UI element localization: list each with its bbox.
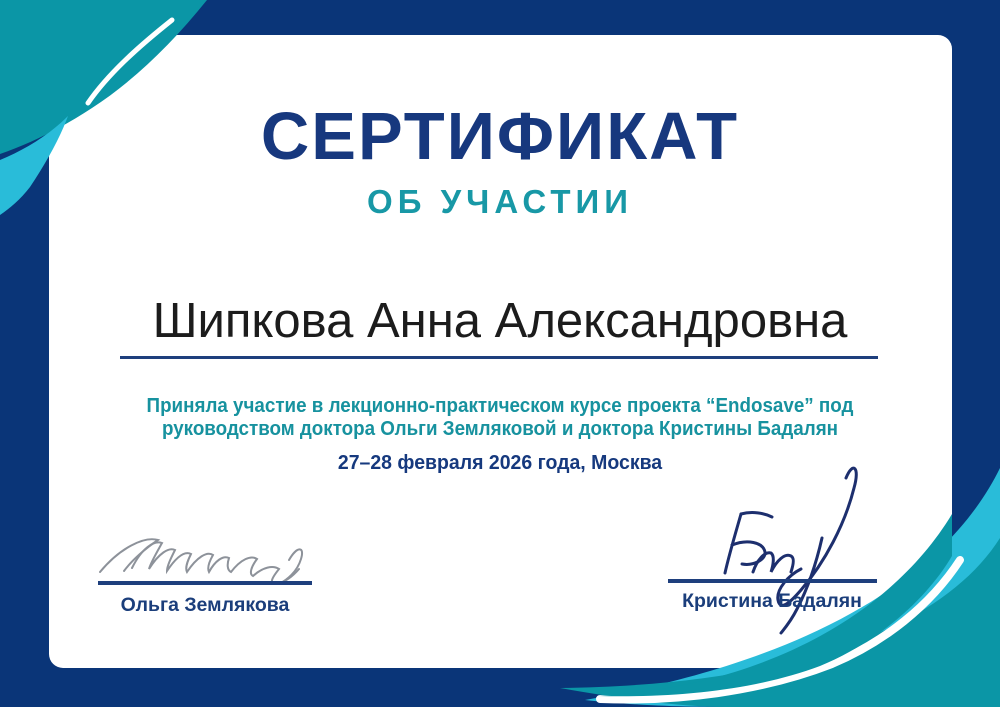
recipient-name: Шипкова Анна Александровна: [152, 294, 848, 348]
certificate-title: СЕРТИФИКАТ: [260, 99, 740, 174]
description-line-2: руководством доктора Ольги Земляковой и доктора Кристины Бадалян: [161, 418, 839, 440]
certificate-subtitle: ОБ УЧАСТИИ: [367, 183, 633, 220]
event-date-location: 27–28 февраля 2026 года, Москва: [337, 451, 663, 474]
description-line-1: Приняла участие в лекционно-практическом курсе проекта “Endosave” под: [146, 395, 854, 417]
signatory-name-kristina: Кристина Бадалян: [682, 590, 862, 612]
certificate-panel: [49, 35, 952, 668]
signatory-name-olga: Ольга Землякова: [120, 594, 290, 616]
